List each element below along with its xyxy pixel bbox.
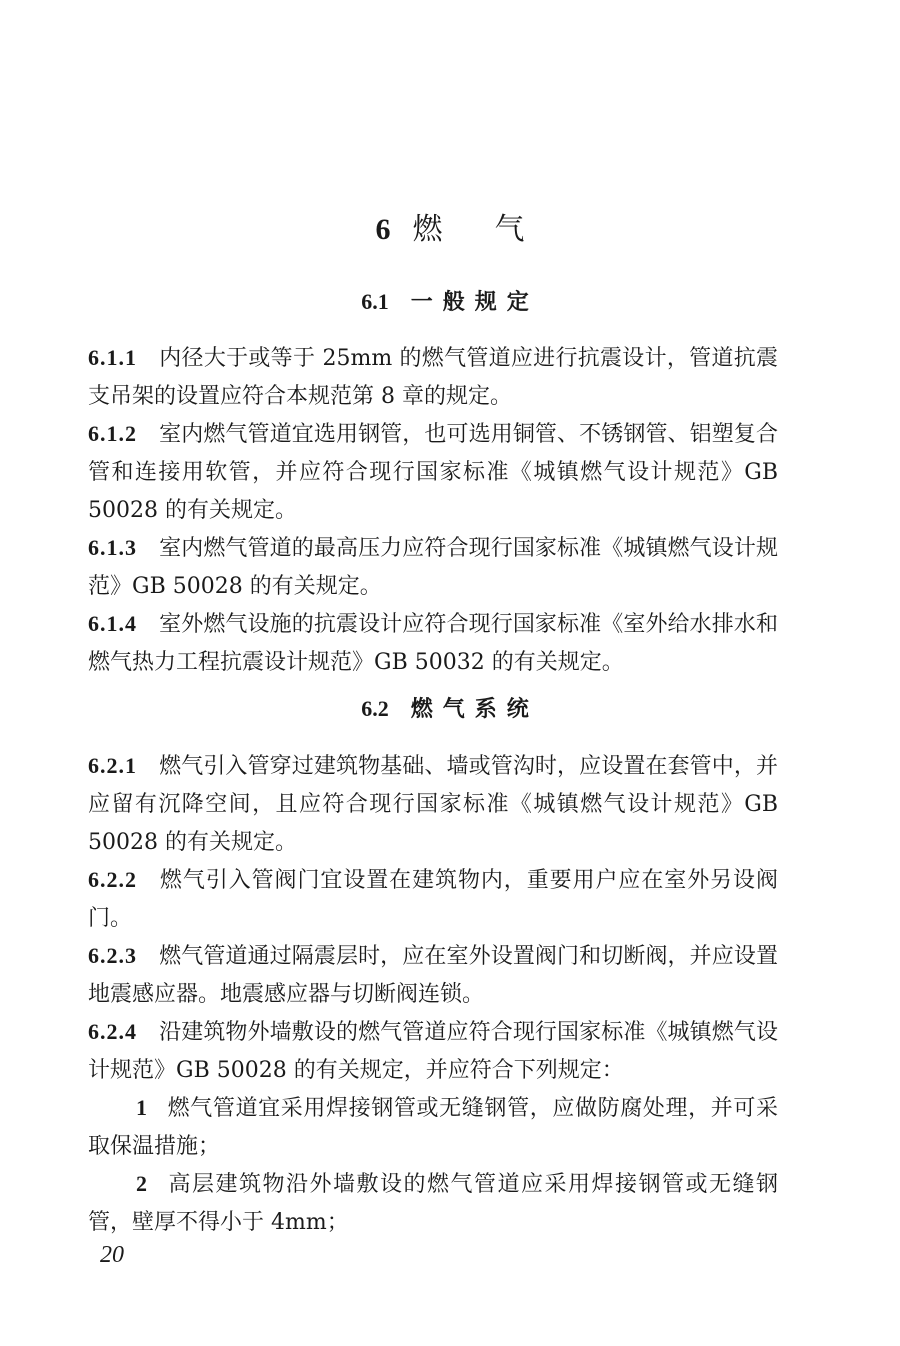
clause-number: 6.1.2 <box>88 421 137 446</box>
clause-text: 室外燃气设施的抗震设计应符合现行国家标准《室外给水排水和燃气热力工程抗震设计规范》GB 50032 的有关规定。 <box>88 612 778 675</box>
clause-text: 室内燃气管道的最高压力应符合现行国家标准《城镇燃气设计规范》GB 50028 的有关规定。 <box>88 536 778 599</box>
clause-text: 燃气管道通过隔震层时，应在室外设置阀门和切断阀，并应设置地震感应器。地震感应器与切断阀连锁。 <box>88 944 778 1007</box>
clause-number: 6.2.4 <box>88 1019 137 1044</box>
section-name: 一般规定 <box>410 289 539 315</box>
item-number: 2 <box>136 1171 147 1196</box>
section-title-6-1 <box>0 284 900 320</box>
item-text: 燃气管道宜采用焊接钢管或无缝钢管，应做防腐处理，并可采取保温措施； <box>88 1096 778 1159</box>
clause-6-2-4 <box>88 1013 778 1090</box>
clause-6-2-2 <box>88 861 778 938</box>
section-number: 6.2 <box>361 696 389 721</box>
chapter-title-char-2: 气 <box>494 212 525 247</box>
clause-text: 燃气引入管穿过建筑物基础、墙或管沟时，应设置在套管中，并应留有沉降空间，且应符合现行国家标准《城镇燃气设计规范》GB 50028 的有关规定。 <box>88 754 778 855</box>
clause-number: 6.2.2 <box>88 867 137 892</box>
clause-text: 室内燃气管道宜选用钢管，也可选用铜管、不锈钢管、铝塑复合管和连接用软管，并应符合现行国家标准《城镇燃气设计规范》GB 50028 的有关规定。 <box>88 422 778 523</box>
clause-text: 内径大于或等于 25mm 的燃气管道应进行抗震设计，管道抗震支吊架的设置应符合本规范第 8 章的规定。 <box>88 346 778 409</box>
clause-6-1-3 <box>88 529 778 606</box>
clause-number: 6.2.3 <box>88 943 137 968</box>
clause-6-1-1 <box>88 339 778 416</box>
page-number: 20 <box>100 1242 124 1268</box>
clause-6-2-3 <box>88 937 778 1014</box>
section-title-6-2 <box>0 691 900 727</box>
chapter-number: 6 <box>375 213 391 246</box>
clause-text: 燃气引入管阀门宜设置在建筑物内，重要用户应在室外另设阀门。 <box>88 868 778 931</box>
clause-text: 沿建筑物外墙敷设的燃气管道应符合现行国家标准《城镇燃气设计规范》GB 50028 的有关规定，并应符合下列规定： <box>88 1020 778 1083</box>
clause-number: 6.1.3 <box>88 535 137 560</box>
clause-number: 6.2.1 <box>88 753 137 778</box>
chapter-title <box>0 205 900 255</box>
list-item-1 <box>88 1089 778 1166</box>
clause-number: 6.1.4 <box>88 611 137 636</box>
clause-6-1-4 <box>88 605 778 682</box>
clause-number: 6.1.1 <box>88 345 137 370</box>
section-name: 燃气系统 <box>410 696 539 722</box>
clause-6-1-2 <box>88 415 778 530</box>
chapter-title-char-1: 燃 <box>412 212 443 247</box>
section-number: 6.1 <box>361 289 389 314</box>
list-item-2 <box>88 1165 778 1242</box>
item-number: 1 <box>136 1095 147 1120</box>
clause-6-2-1 <box>88 747 778 862</box>
item-text: 高层建筑物沿外墙敷设的燃气管道应采用焊接钢管或无缝钢管，壁厚不得小于 4mm； <box>88 1172 778 1235</box>
